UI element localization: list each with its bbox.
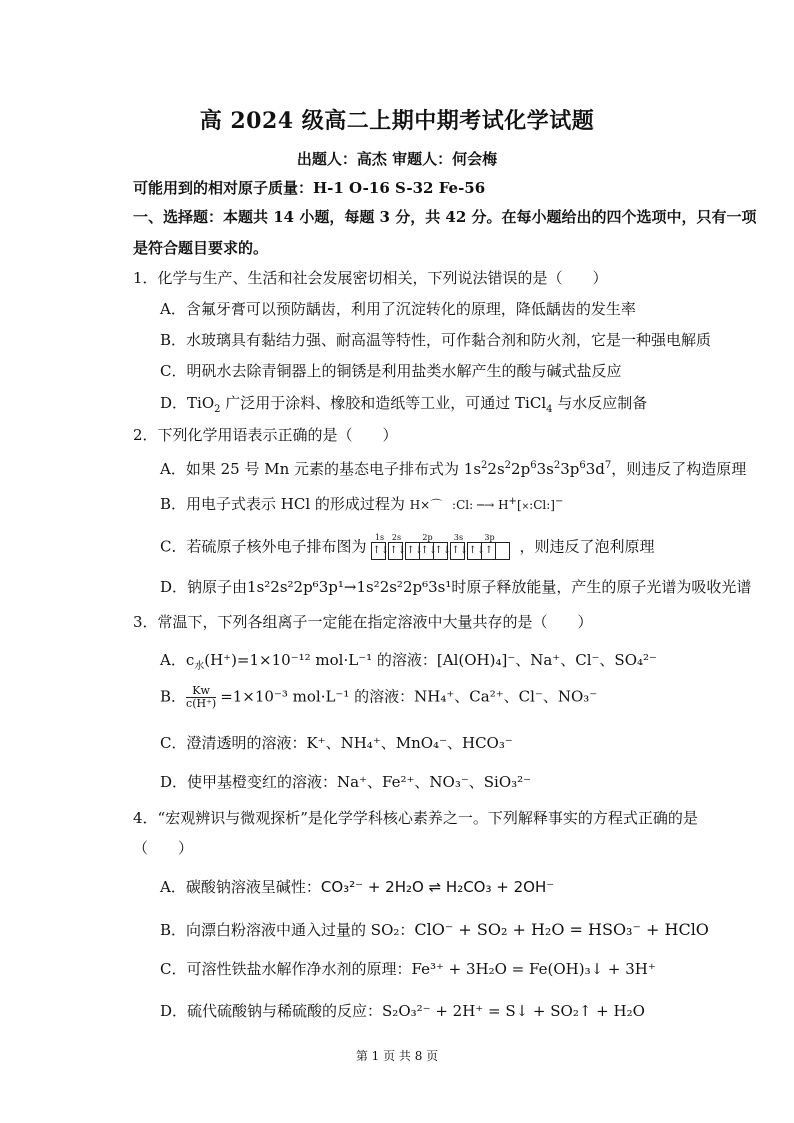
orbital-label-2s: 2s <box>391 533 402 542</box>
q4-c-text: C．可溶性铁盐水解作净水剂的原理： <box>160 960 412 978</box>
q2-c-post: ，则违反了泡利原理 <box>519 537 655 556</box>
q4-option-a <box>160 877 554 897</box>
q2-a-sup2: 2 <box>504 460 512 471</box>
q4-a-text: A．碳酸钠溶液呈碱性： <box>160 878 321 896</box>
q1-option-d <box>160 393 647 420</box>
q2-a-sup4: 2 <box>553 460 561 471</box>
q4-option-d <box>160 1001 645 1021</box>
q2-option-b <box>160 492 563 517</box>
q1-d-text2: 广泛用于涂料、橡胶和造纸等工业，可通过 TiCl <box>220 394 547 412</box>
q2-option-a <box>160 456 746 479</box>
kw-numerator: Kw <box>186 685 216 698</box>
q3-a-water: 水 <box>194 661 205 672</box>
q4-stem-line1: 4．“宏观辨识与微观探析”是化学学科核心素养之一。下列解释事实的方程式正确的是 <box>133 809 698 827</box>
orbital-3p: 3p ↑↓ ↑ <box>468 533 510 560</box>
q2-a-post: ，则违反了构造原理 <box>611 460 747 478</box>
exam-authors: 出题人：高杰 审题人：何会梅 <box>296 150 498 168</box>
orbital-3s: 3s ↑↓ <box>451 533 465 560</box>
q2-d-text: D．钠原子由 <box>160 578 248 596</box>
q2-d-to: 1s²2s²2p⁶3s¹ <box>356 578 452 596</box>
q1-option-c: C．明矾水去除青铜器上的铜锈是利用盐类水解产生的酸与碱式盐反应 <box>160 362 622 380</box>
hcl-cl-ion: Cl <box>533 498 547 512</box>
q3-b-label: B． <box>160 687 187 706</box>
kw-denominator: c(H⁺) <box>186 697 217 710</box>
q4-d-text: D．硫代硫酸钠与稀硫酸的反应： <box>160 1002 383 1020</box>
q2-a-sup6: 7 <box>604 460 612 471</box>
q1-d-sub1: 2 <box>214 404 221 415</box>
q2-stem: 2．下列化学用语表示正确的是（ ） <box>133 426 398 444</box>
q2-a-sup5: 6 <box>579 460 586 471</box>
q1-stem: 1．化学与生产、生活和社会发展密切相关，下列说法错误的是（ ） <box>133 269 608 287</box>
q2-a-3s: 3s <box>536 460 554 478</box>
orbital-1s: 1s ↑↓ <box>372 533 386 560</box>
hcl-h-atom: H <box>409 498 421 512</box>
orbital-label-1s: 1s <box>374 533 385 542</box>
orbital-label-3p: 3p <box>484 533 495 542</box>
orbital-2s: 2s ↑↓ <box>389 533 403 560</box>
section1-heading-line1: 一、选择题：本题共 14 小题，每题 3 分，共 42 分。在每小题给出的四个选项中，只有一项 <box>133 208 757 226</box>
q2-a-2p: 2p <box>511 460 531 478</box>
q3-option-b <box>160 685 597 710</box>
q2-a-sup1: 2 <box>481 460 488 471</box>
q4-stem-line2: （ ） <box>133 839 194 857</box>
q2-option-c <box>160 533 655 560</box>
hcl-cl-atom: Cl <box>456 498 470 512</box>
q2-a-text: A．如果 25 号 Mn 元素的基态电子排布式为 1s <box>160 460 482 478</box>
q1-d-sub2: 4 <box>546 404 553 415</box>
q4-c-equation: Fe³⁺ + 3H₂O = Fe(OH)₃↓ + 3H⁺ <box>411 960 656 978</box>
q3-stem: 3．常温下，下列各组离子一定能在指定溶液中大量共存的是（ ） <box>133 613 593 631</box>
q3-option-c: C．澄清透明的溶液：K⁺、NH₄⁺、MnO₄⁻、HCO₃⁻ <box>160 734 513 752</box>
section1-heading-line2: 是符合题目要求的。 <box>133 239 269 257</box>
q3-option-a <box>160 650 657 677</box>
hcl-minus: − <box>554 496 564 507</box>
orbital-diagram <box>372 533 513 560</box>
q2-a-3d: 3d <box>585 460 605 478</box>
q1-d-text1: D．TiO <box>160 394 215 412</box>
q3-option-d: D．使甲基橙变红的溶液：Na⁺、Fe²⁺、NO₃⁻、SiO₃²⁻ <box>160 773 532 791</box>
q4-b-text: B．向漂白粉溶液中通入过量的 SO₂： <box>160 921 415 939</box>
kw-fraction <box>186 685 216 710</box>
q4-a-equation: CO₃²⁻ + 2H₂O ⇌ H₂CO₃ + 2OH⁻ <box>320 878 555 896</box>
orbital-2p: 2p ↑↓ ↑↓ ↑↓ <box>406 533 448 560</box>
q1-option-b: B．水玻璃具有黏结力强、耐高温等特性，可作黏合剂和防火剂，它是一种强电解质 <box>160 331 712 349</box>
q2-d-arrow: → <box>343 578 357 596</box>
q2-b-text: B．用电子式表示 HCl 的形成过程为 <box>160 495 405 513</box>
q2-c-text: C．若硫原子核外电子排布图为 <box>160 537 367 556</box>
page-footer: 第 1 页 共 8 页 <box>355 1049 439 1063</box>
q4-option-b <box>160 920 709 940</box>
orbital-label-2p: 2p <box>422 533 433 542</box>
exam-title: 高 2024 级高二上期中期考试化学试题 <box>199 108 595 134</box>
q2-a-sup3: 6 <box>530 460 537 471</box>
q2-a-3p: 3p <box>560 460 580 478</box>
q2-a-2s: 2s <box>487 460 505 478</box>
q4-option-c <box>160 959 656 979</box>
atomic-masses: 可能用到的相对原子质量：H-1 O-16 S-32 Fe-56 <box>133 179 486 197</box>
q2-d-from: 1s²2s²2p⁶3p¹ <box>247 578 344 596</box>
hcl-h-ion: H <box>498 498 509 512</box>
q3-a-rest: (H⁺)=1×10⁻¹² mol·L⁻¹ 的溶液：[Al(OH)₄]⁻、Na⁺、Cl⁻、SO₄²⁻ <box>204 651 657 669</box>
orbital-label-3s: 3s <box>453 533 464 542</box>
q1-option-a: A．含氟牙膏可以预防龋齿，利用了沉淀转化的原理，降低龋齿的发生率 <box>160 300 636 318</box>
hcl-electron-formula: H×⌒ :Cl: ─→ H+[×:Cl:]− <box>409 496 564 512</box>
q2-d-post: 时原子释放能量，产生的原子光谱为吸收光谱 <box>451 578 752 596</box>
hcl-plus: + <box>508 496 517 507</box>
q2-option-d <box>160 577 751 597</box>
q4-d-equation: S₂O₃²⁻ + 2H⁺ = S↓ + SO₂↑ + H₂O <box>382 1002 645 1020</box>
q3-b-rest: =1×10⁻³ mol·L⁻¹ 的溶液：NH₄⁺、Ca²⁺、Cl⁻、NO₃⁻ <box>220 687 598 706</box>
q4-b-equation: ClO⁻ + SO₂ + H₂O = HSO₃⁻ + HClO <box>414 920 709 939</box>
q1-d-text3: 与水反应制备 <box>552 394 648 412</box>
q3-a-text: A．c <box>160 651 195 669</box>
